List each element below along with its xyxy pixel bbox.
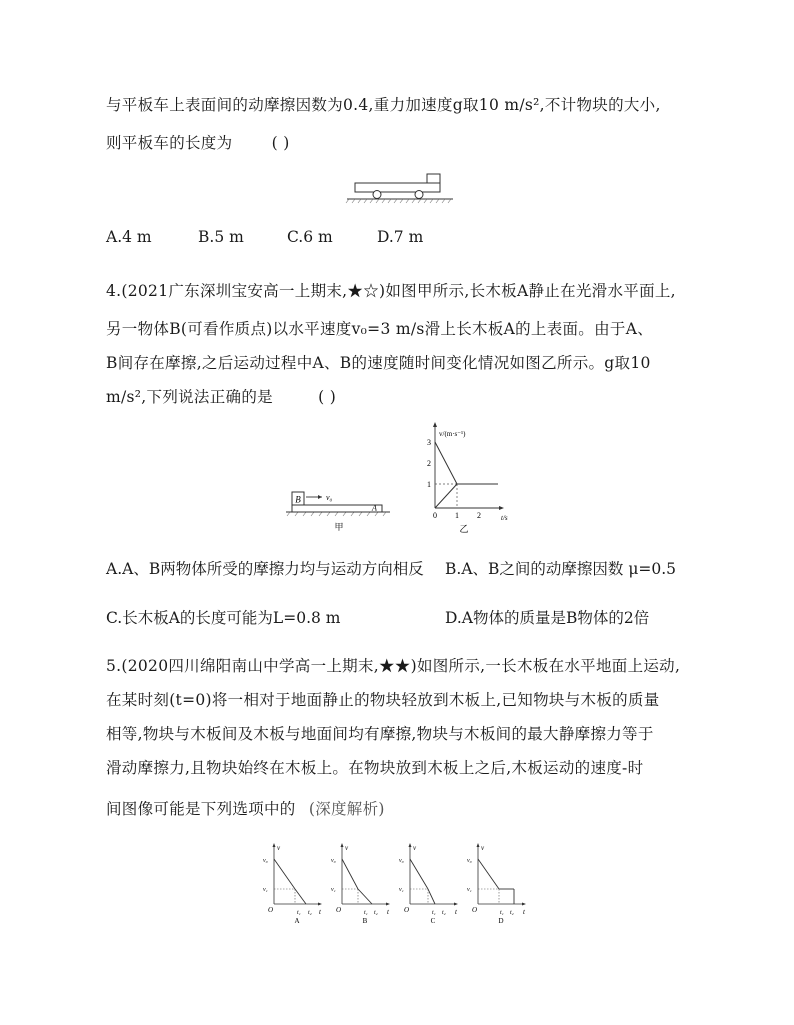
q3-answer-bracket: ( ) bbox=[271, 134, 290, 152]
q4-figure-jia bbox=[284, 485, 394, 535]
q3-flatbed-figure bbox=[345, 170, 455, 204]
q5-text-line-4: 滑动摩擦力,且物块始终在木板上。在物块放到木板上之后,木板运动的速度-时 bbox=[106, 759, 644, 777]
graph-d-v-label: v bbox=[481, 844, 485, 852]
q3-option-c: C.6 m bbox=[287, 228, 333, 246]
wheel-left bbox=[373, 191, 381, 199]
figure-jia-caption: 甲 bbox=[334, 522, 344, 532]
q5-graph-a bbox=[262, 842, 328, 926]
q3-text-line-2 bbox=[106, 131, 290, 153]
flatbed-board bbox=[355, 183, 440, 192]
graph-c-t2: t₂ bbox=[442, 910, 446, 916]
long-board-a bbox=[292, 505, 382, 512]
q4-option-c: C.长木板A的长度可能为L=0.8 m bbox=[106, 609, 341, 627]
graph-b-t-label: t bbox=[387, 908, 389, 916]
graph-d-segment-1 bbox=[478, 859, 499, 889]
graph-c-segment-2 bbox=[428, 889, 435, 904]
yi-ytick-2: 2 bbox=[427, 459, 431, 468]
graph-d-v1: v₁ bbox=[467, 887, 472, 893]
graph-b-segment-1 bbox=[342, 859, 358, 889]
q3-text-line-1: 与平板车上表面间的动摩擦因数为0.4,重力加速度g取10 m/s²,不计物块的大小, bbox=[106, 96, 661, 114]
graph-c-origin: O bbox=[404, 906, 410, 914]
yi-xtick-1: 1 bbox=[455, 511, 459, 520]
graph-a-v0: v₀ bbox=[263, 858, 268, 864]
graph-c-v1: v₁ bbox=[399, 887, 404, 893]
graph-c-v0: v₀ bbox=[399, 858, 404, 864]
graph-b-caption: B bbox=[362, 917, 368, 925]
q4-text-line-4 bbox=[106, 385, 336, 407]
graph-d-caption: D bbox=[498, 917, 504, 925]
q5-text-line-5-main: 间图像可能是下列选项中的 bbox=[106, 800, 296, 818]
yi-xtick-0: 0 bbox=[433, 511, 437, 520]
q5-text-line-5 bbox=[106, 797, 385, 819]
q4-answer-bracket: ( ) bbox=[318, 388, 337, 406]
graph-b-v-label: v bbox=[345, 844, 349, 852]
q5-text-line-1: 5.(2020四川绵阳南山中学高一上期末,★★)如图所示,一长木板在水平地面上运动, bbox=[106, 657, 681, 675]
q4-text-line-3: B间存在摩擦,之后运动过程中A、B的速度随时间变化情况如图乙所示。g取10 bbox=[106, 354, 651, 372]
q5-deep-analysis-note: (深度解析) bbox=[308, 800, 385, 818]
graph-a-t-label: t bbox=[319, 908, 321, 916]
q5-graph-c bbox=[398, 842, 464, 926]
graph-b-segment-2 bbox=[358, 889, 372, 904]
graph-c-segment-1 bbox=[410, 859, 428, 889]
q4-option-d: D.A物体的质量是B物体的2倍 bbox=[445, 609, 650, 627]
graph-d-v0: v₀ bbox=[467, 858, 472, 864]
graph-c-v-label: v bbox=[413, 844, 417, 852]
graph-d-origin: O bbox=[472, 906, 478, 914]
q5-graph-b bbox=[330, 842, 396, 926]
q4-text-line-4-main: m/s²,下列说法正确的是 bbox=[106, 388, 273, 406]
graph-c-t-label: t bbox=[455, 908, 457, 916]
yi-y-axis-label: v/(m·s⁻¹) bbox=[439, 430, 466, 438]
v0-label: v₀ bbox=[326, 493, 333, 502]
yi-x-axis-label: t/s bbox=[501, 514, 508, 522]
wheel-right bbox=[415, 191, 423, 199]
graph-a-t1: t₁ bbox=[297, 910, 301, 916]
q4-text-line-2: 另一物体B(可看作质点)以水平速度v₀=3 m/s滑上长木板A的上表面。由于A、 bbox=[106, 320, 653, 338]
q3-option-a: A.4 m bbox=[106, 228, 152, 246]
graph-c-caption: C bbox=[430, 917, 436, 925]
graph-b-v1: v₁ bbox=[331, 887, 336, 893]
graph-d-t1: t₁ bbox=[500, 910, 504, 916]
q4-option-a: A.A、B两物体所受的摩擦力均与运动方向相反 bbox=[106, 560, 424, 578]
graph-b-t2: t₂ bbox=[374, 910, 378, 916]
q5-graph-d bbox=[466, 842, 532, 926]
small-block bbox=[427, 174, 440, 183]
graph-a-origin: O bbox=[268, 906, 274, 914]
graph-b-v0: v₀ bbox=[331, 858, 336, 864]
graph-a-segment-1 bbox=[274, 859, 295, 889]
figure-yi-caption: 乙 bbox=[459, 524, 469, 534]
q5-text-line-2: 在某时刻(t=0)将一相对于地面静止的物块轻放到木板上,已知物块与木板的质量 bbox=[106, 691, 660, 709]
q4-option-b: B.A、B之间的动摩擦因数 μ=0.5 bbox=[445, 560, 677, 578]
q3-option-b: B.5 m bbox=[198, 228, 244, 246]
yi-xtick-2: 2 bbox=[477, 511, 481, 520]
yi-ytick-3: 3 bbox=[427, 438, 431, 447]
q5-text-line-3: 相等,物块与木板间及木板与地面间均有摩擦,物块与木板间的最大静摩擦力等于 bbox=[106, 725, 654, 743]
yi-ytick-1: 1 bbox=[427, 480, 431, 489]
graph-a-v1: v₁ bbox=[263, 887, 268, 893]
board-a-label: A bbox=[372, 503, 377, 513]
graph-d-t-label: t bbox=[523, 908, 525, 916]
graph-a-t2: t₂ bbox=[308, 910, 312, 916]
yi-line-a bbox=[435, 484, 457, 508]
graph-a-caption: A bbox=[294, 917, 300, 925]
graph-b-t1: t₁ bbox=[364, 910, 368, 916]
graph-b-origin: O bbox=[336, 906, 342, 914]
graph-a-segment-2 bbox=[295, 889, 306, 904]
q4-figure-yi bbox=[420, 420, 530, 540]
block-b-label: B bbox=[295, 494, 301, 505]
graph-c-t1: t₁ bbox=[432, 910, 436, 916]
q3-option-d: D.7 m bbox=[377, 228, 424, 246]
yi-line-b bbox=[435, 442, 457, 484]
graph-d-t2: t₂ bbox=[510, 910, 514, 916]
q3-text-line-2-main: 则平板车的长度为 bbox=[106, 134, 233, 152]
graph-a-v-label: v bbox=[277, 844, 281, 852]
q4-text-line-1: 4.(2021广东深圳宝安高一上期末,★☆)如图甲所示,长木板A静止在光滑水平面上, bbox=[106, 282, 676, 300]
